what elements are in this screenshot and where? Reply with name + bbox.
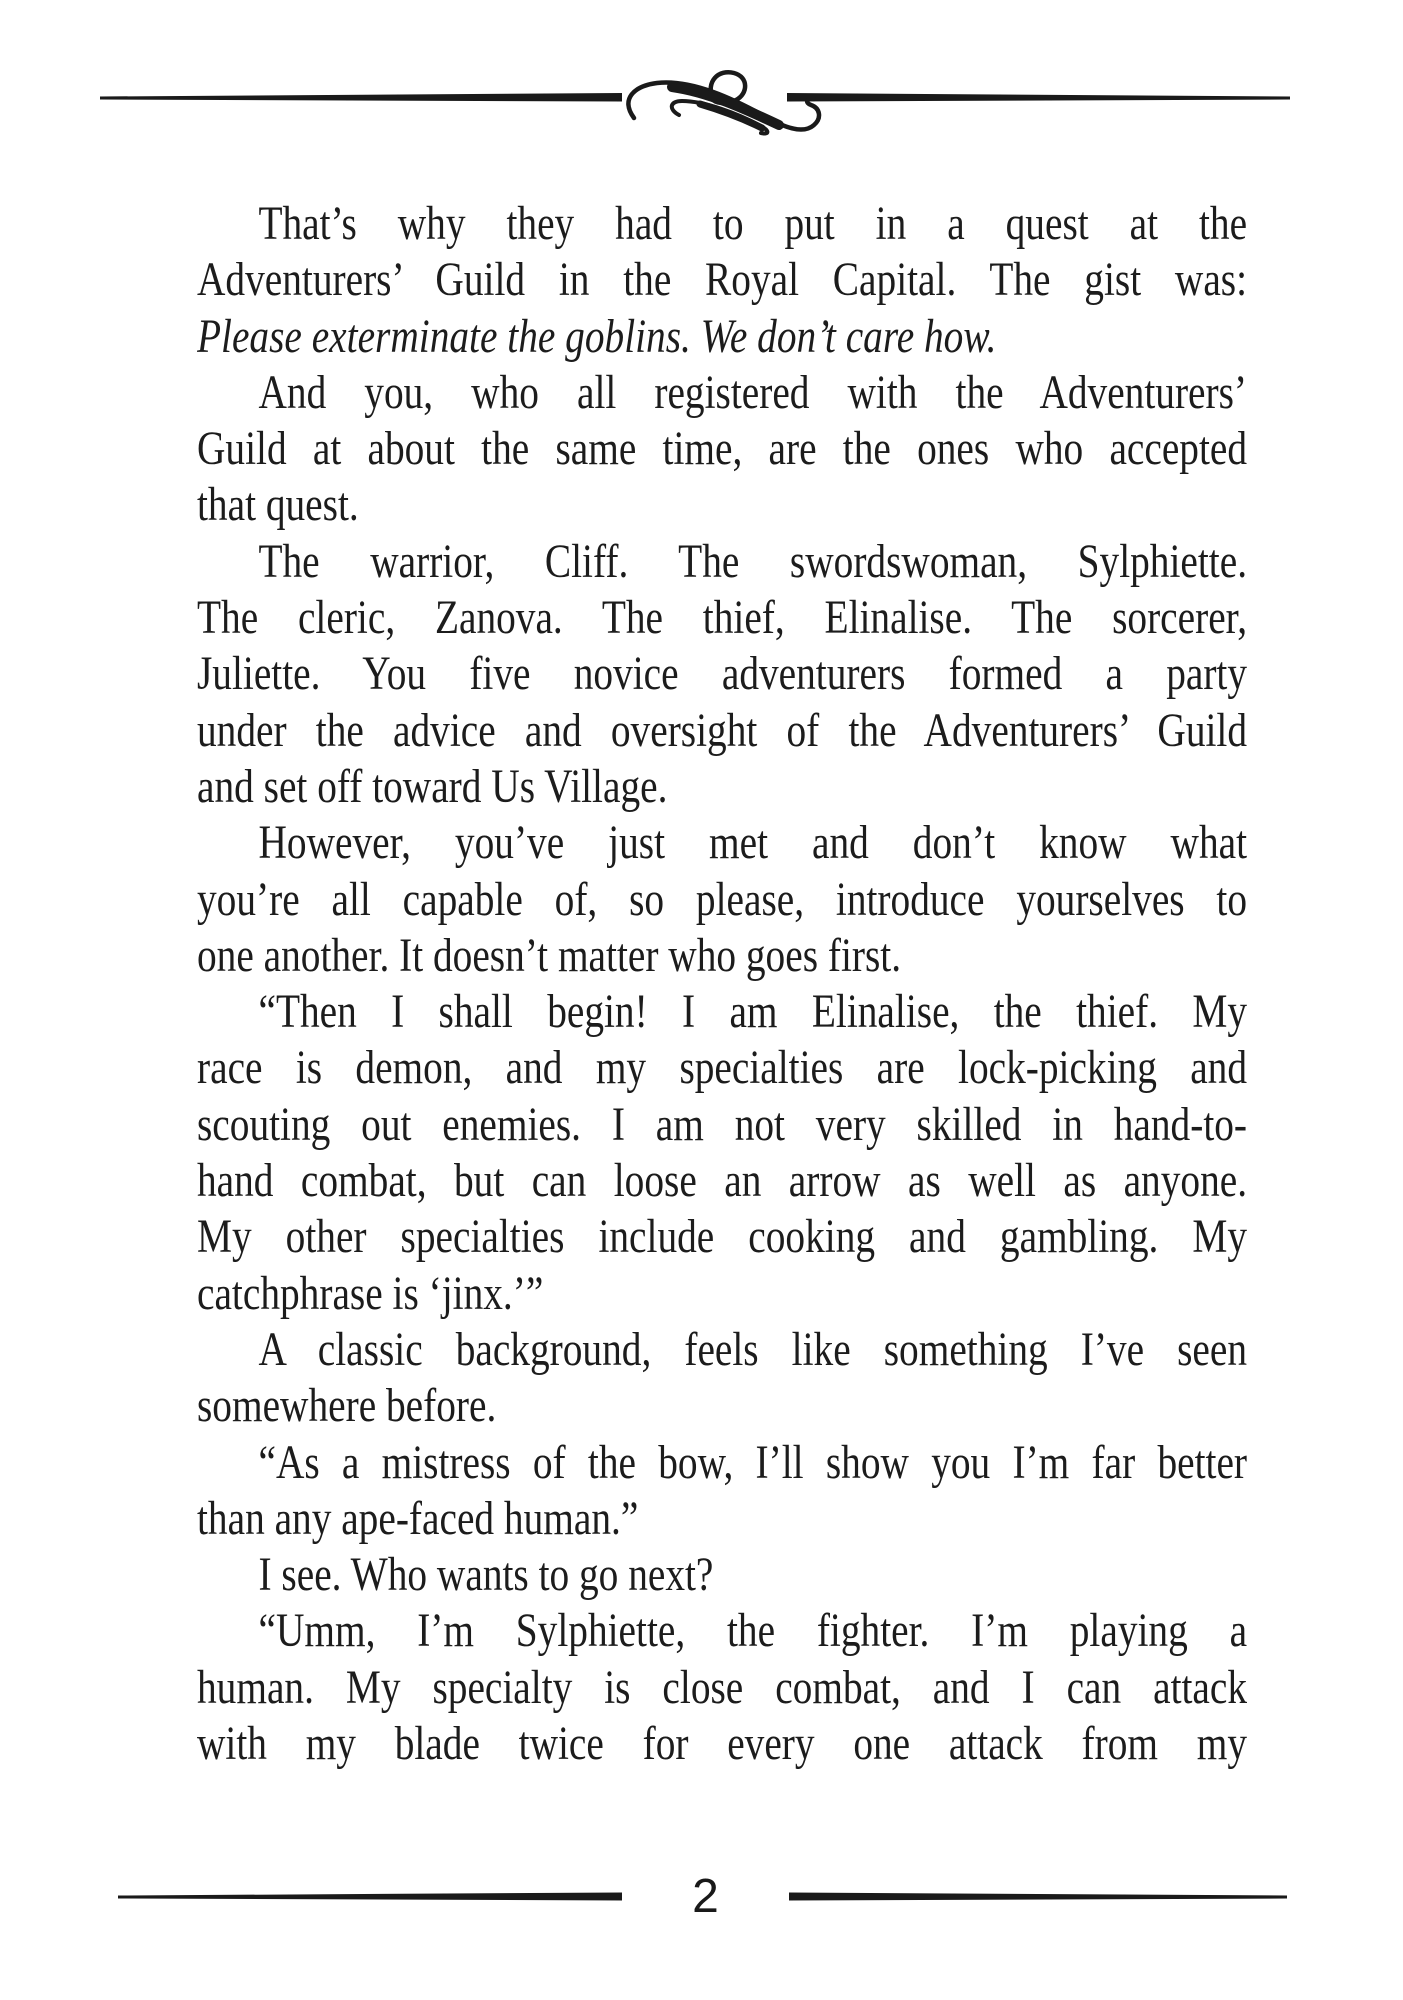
text-line: human. My specialty is close combat, and I can attack: [197, 1660, 1248, 1714]
text-line: hand combat, but can loose an arrow as well as anyone.: [197, 1154, 1248, 1208]
text-line: I see. Who wants to go next?: [258, 1548, 714, 1602]
text-line: race is demon, and my specialties are lock-picking and: [197, 1041, 1248, 1095]
text-line: Please exterminate the goblins. We don’t care how.: [197, 309, 997, 363]
text-line: scouting out enemies. I am not very skilled in hand-to-: [197, 1097, 1248, 1151]
text-line: with my blade twice for every one attack from my: [197, 1717, 1248, 1771]
text-line: somewhere before.: [197, 1379, 497, 1433]
text-line: you’re all capable of, so please, introduce yourselves to: [197, 872, 1248, 926]
text-line: The cleric, Zanova. The thief, Elinalise. The sorcerer,: [197, 591, 1248, 645]
text-line: The warrior, Cliff. The swordswoman, Sylphiette.: [258, 534, 1248, 588]
text-line: under the advice and oversight of the Adventurers’ Guild: [197, 703, 1248, 757]
footer-rule-right: [789, 1893, 1287, 1901]
text-line: Juliette. You five novice adventurers formed a party: [197, 647, 1248, 701]
text-line: than any ape-faced human.”: [197, 1491, 639, 1545]
text-line: Adventurers’ Guild in the Royal Capital. The gist was:: [197, 253, 1248, 307]
text-line: that quest.: [197, 478, 359, 532]
text-line: catchphrase is ‘jinx.’”: [197, 1266, 544, 1320]
text-line: My other specialties include cooking and gambling. My: [197, 1210, 1248, 1264]
text-line: and set off toward Us Village.: [197, 759, 668, 813]
footer-rule-left: [118, 1893, 622, 1901]
text-line: one another. It doesn’t matter who goes first.: [197, 928, 902, 982]
text-line: However, you’ve just met and don’t know what: [258, 816, 1248, 870]
header-rule-right: [787, 93, 1290, 102]
text-line: “As a mistress of the bow, I’ll show you I’m far better: [258, 1435, 1248, 1489]
text-lines-container: [197, 196, 1247, 1772]
text-line: A classic background, feels like something I’ve seen: [258, 1322, 1248, 1376]
text-line: And you, who all registered with the Adventurers’: [258, 365, 1248, 419]
text-line: “Then I shall begin! I am Elinalise, the thief. My: [258, 985, 1248, 1039]
header-rule-left: [100, 93, 622, 102]
text-line: “Umm, I’m Sylphiette, the fighter. I’m playing a: [258, 1604, 1248, 1658]
text-line: That’s why they had to put in a quest at the: [258, 197, 1248, 250]
page-number: 2: [692, 1870, 719, 1923]
text-line: Guild at about the same time, are the ones who accepted: [197, 422, 1248, 476]
page-text-block: [197, 196, 1247, 1796]
header-ornament: [0, 0, 1403, 160]
